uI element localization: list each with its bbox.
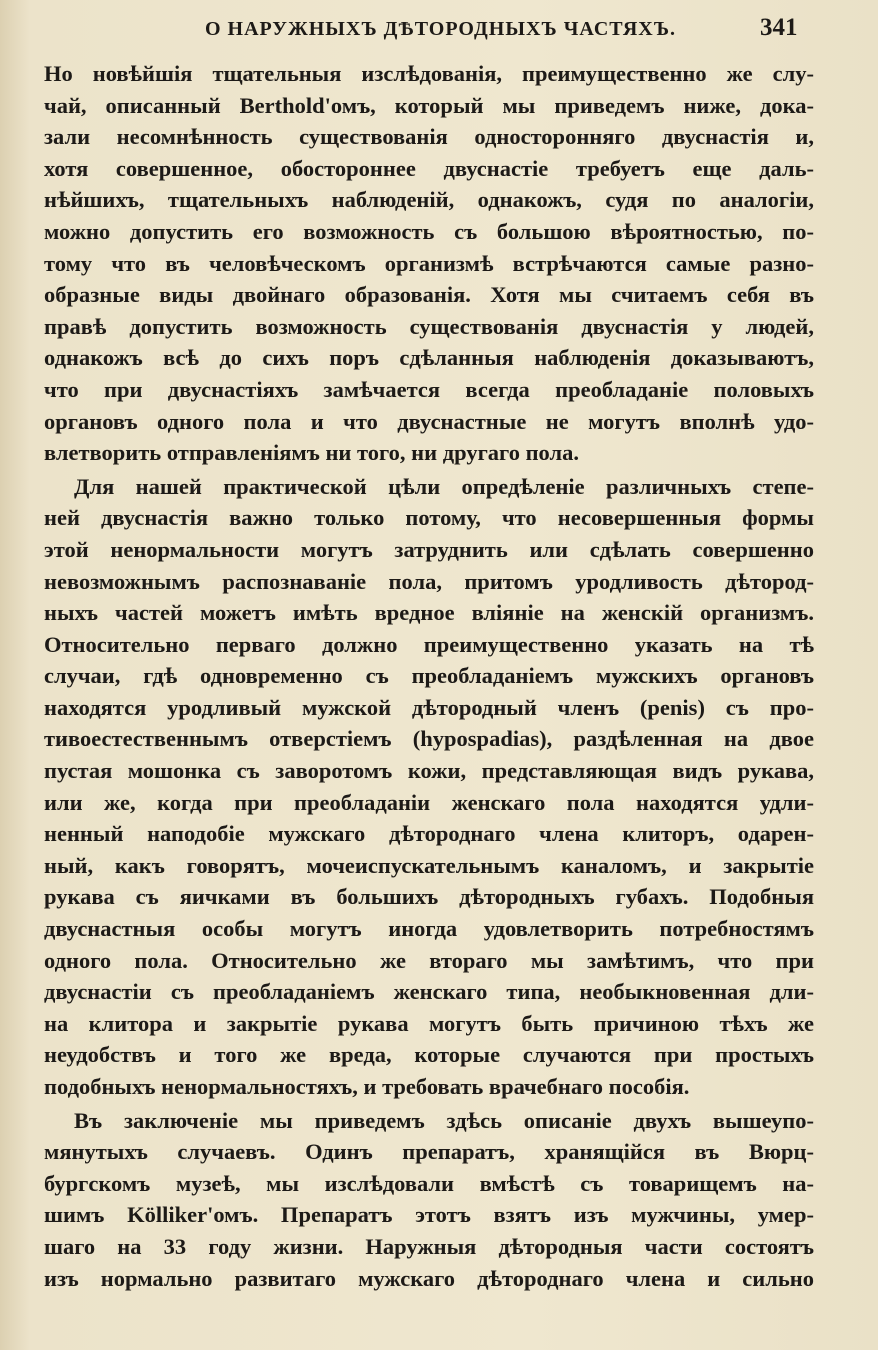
text-line: ней двуснастія важно только потому, что несовершенныя формы: [44, 505, 814, 531]
text-line: одного пола. Относительно же втораго мы замѣтимъ, что при: [44, 947, 814, 973]
text-line: неудобствъ и того же вреда, которые случаются при простыхъ: [44, 1042, 814, 1068]
text-line: или же, когда при преобладаніи женскаго пола находятся удли-: [44, 789, 814, 815]
text-line: можно допустить его возможность съ большою вѣроятностью, по-: [44, 218, 814, 244]
text-line: тивоестественнымъ отверстіемъ (hypospadias), раздѣленная на двое: [44, 726, 814, 752]
text-line: ненный наподобіе мужскаго дѣтороднаго члена клиторъ, одарен-: [44, 821, 814, 847]
text-line: шимъ Kölliker'омъ. Препаратъ этотъ взятъ изъ мужчины, умер-: [44, 1202, 814, 1228]
text-line: этой ненормальности могутъ затруднить или сдѣлать совершенно: [44, 536, 814, 562]
text-line: органовъ одного пола и что двуснастные не могутъ вполнѣ удо-: [44, 408, 814, 434]
page-number: 341: [760, 14, 798, 41]
text-line: Для нашей практической цѣли опредѣленіе различныхъ степе-: [74, 473, 814, 499]
running-head: [0, 14, 878, 46]
paragraph-3: [44, 1105, 814, 1295]
body-text: [44, 58, 814, 1294]
text-line: Относительно перваго должно преимущественно указать на тѣ: [44, 631, 814, 657]
text-line: влетворить отправленіямъ ни того, ни другаго пола.: [44, 440, 580, 466]
text-line: двуснастіи съ преобладаніемъ женскаго типа, необыкновенная дли-: [44, 979, 814, 1005]
text-line: правѣ допустить возможность существованія двуснастія у людей,: [44, 313, 814, 339]
text-line: бургскомъ музеѣ, мы изслѣдовали вмѣстѣ съ товарищемъ на-: [44, 1170, 814, 1196]
text-line: изъ нормально развитаго мужскаго дѣтороднаго члена и сильно: [44, 1265, 814, 1291]
text-line: что при двуснастіяхъ замѣчается всегда преобладаніе половыхъ: [44, 376, 814, 402]
text-line: ный, какъ говорятъ, мочеиспускательнымъ каналомъ, и закрытіе: [44, 852, 814, 878]
text-line: случаи, гдѣ одновременно съ преобладаніемъ мужскихъ органовъ: [44, 663, 814, 689]
running-title: О НАРУЖНЫХЪ ДѢТОРОДНЫХЪ ЧАСТЯХЪ.: [205, 18, 677, 40]
text-line: на клитора и закрытіе рукава могутъ быть причиною тѣхъ же: [44, 1010, 814, 1036]
text-line: Но новѣйшія тщательныя изслѣдованія, преимущественно же слу-: [44, 61, 814, 86]
text-line: тому что въ человѣческомъ организмѣ встрѣчаются самые разно-: [44, 250, 814, 276]
text-line: находятся уродливый мужской дѣтородный членъ (penis) съ про-: [44, 694, 814, 720]
text-line: подобныхъ ненормальностяхъ, и требовать врачебнаго пособія.: [44, 1074, 690, 1099]
text-line: нѣйшихъ, тщательныхъ наблюденій, однакожъ, судя по аналогіи,: [44, 187, 814, 213]
paragraph-1: [44, 58, 814, 469]
text-line: образные виды двойнаго образованія. Хотя мы считаемъ себя въ: [44, 282, 814, 308]
text-line: мянутыхъ случаевъ. Одинъ препаратъ, хранящійся въ Вюрц-: [44, 1139, 814, 1165]
text-line: пустая мошонка съ заворотомъ кожи, представляющая видъ рукава,: [44, 758, 814, 784]
text-line: хотя совершенное, обостороннее двуснастіе требуетъ еще даль-: [44, 155, 814, 181]
text-line: однакожъ всѣ до сихъ поръ сдѣланныя наблюденія доказываютъ,: [44, 345, 814, 371]
text-line: ныхъ частей можетъ имѣть вредное вліяніе на женскій организмъ.: [44, 600, 814, 626]
text-line: рукава съ яичками въ большихъ дѣтородныхъ губахъ. Подобныя: [44, 884, 814, 910]
text-line: двуснастныя особы могутъ иногда удовлетворить потребностямъ: [44, 916, 814, 942]
paragraph-2: [44, 471, 814, 1103]
text-line: невозможнымъ распознаваніе пола, притомъ уродливость дѣтород-: [44, 568, 814, 594]
text-line: чай, описанный Berthold'омъ, который мы приведемъ ниже, дока-: [44, 92, 814, 118]
text-line: Въ заключеніе мы приведемъ здѣсь описаніе двухъ вышеупо-: [74, 1107, 814, 1133]
text-line: зали несомнѣнность существованія односторонняго двуснастія и,: [44, 124, 814, 150]
text-line: шаго на 33 году жизни. Наружныя дѣтородныя части состоятъ: [44, 1233, 814, 1259]
